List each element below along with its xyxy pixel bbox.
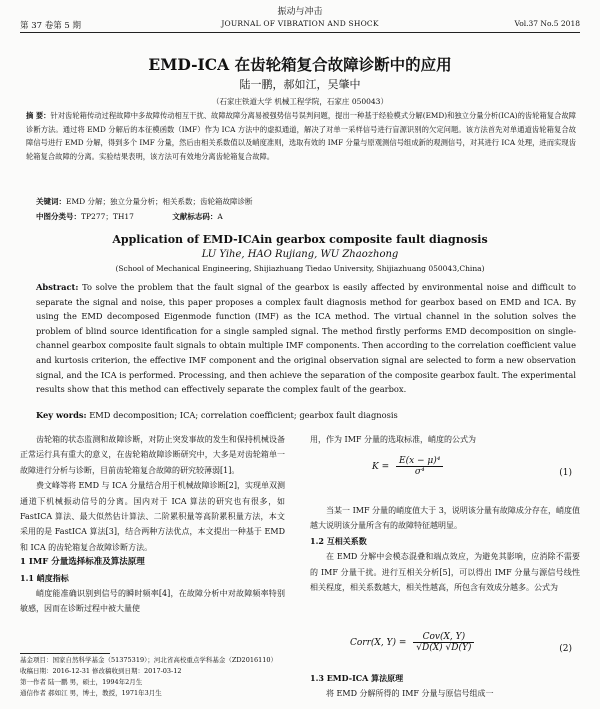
abstract-en-text: To solve the problem that the fault signal of the gearbox is easily affected by environmental noise and difficult to separate the signal and noise, this paper proposes a complex fault diagnosis method for gearbox based on EMD and ICA. By using the EMD decomposed Eigenmode function (IMF) as the ICA method. The virtual channel in the solution solves the problem of blind source identification for a single sampled signal. The method firstly performs EMD decomposition on single-channel gearbox composite fault signals to obtain multiple IMF components. Then according to the correlation coefficient value and kurtosis criterion, the effective IMF component and the original observation signal are selected to form a new observation signal, and the ICA is performed. Processing, and then achieve the separation of the composite gearbox fault. The experimental results show that this method can effectively separate the complex fault of the gearbox.	[36, 282, 577, 395]
section-heading-1-3: 1.3 EMD-ICA 算法原理	[310, 673, 404, 683]
footnote-corresponding-author: 通信作者 郝如江 男，博士，教授，1971年3月生	[20, 689, 162, 697]
section-heading-1: 1 IMF 分量选择标准及算法原理	[20, 557, 145, 568]
equation-2-number: (2)	[559, 644, 572, 654]
equation-2-numerator: Cov(X, Y)	[413, 632, 474, 643]
header-journal-en: JOURNAL OF VIBRATION AND SHOCK	[221, 19, 379, 28]
body-right-column-top	[310, 432, 580, 447]
body-right-column-bottom	[310, 671, 580, 702]
keywords-en-text: EMD decomposition; ICA; correlation coefficient; gearbox fault diagnosis	[89, 410, 398, 420]
authors-cn: 陆一鹏，郝如江，吴肇中	[239, 78, 361, 91]
footnotes	[20, 655, 285, 699]
body-paragraph: 当某一 IMF 分量的峭度值大于 3，说明该分量有故障成分存在，峭度值越大说明该分量所含有的故障特征越明显。	[310, 506, 580, 531]
equation-1-lhs: K =	[372, 462, 390, 472]
equation-1-number: (1)	[559, 468, 572, 478]
footnote-received: 收稿日期：2016-12-31 修改稿收到日期：2017-03-12	[20, 667, 182, 675]
body-right-column-mid	[310, 503, 580, 595]
body-left-column	[20, 432, 285, 617]
paper-title-cn: EMD-ICA 在齿轮箱复合故障诊断中的应用	[148, 55, 452, 74]
footnote-fund: 基金项目：国家自然科学基金（51375319）；河北省高校重点学科基金（ZD2016110）	[20, 656, 278, 664]
equation-2-fraction	[413, 632, 474, 653]
section-heading-1-2: 1.2 互相关系数	[310, 535, 367, 546]
abstract-cn	[26, 109, 576, 163]
affiliation-cn: （石家庄铁道大学 机械工程学院，石家庄 050043）	[212, 97, 388, 106]
body-paragraph: 峭度能准确识别到信号的瞬时频率[4]，在故障分析中对故障频率特别敏感，因而在诊断过程中被大量使	[20, 589, 285, 614]
affiliation-en: (School of Mechanical Engineering, Shijiazhuang Tiedao University, Shijiazhuang 050043,China)	[115, 264, 485, 273]
clc-value: TP277；TH17	[81, 212, 134, 221]
keywords-cn-text: EMD 分解；独立分量分析；相关系数；齿轮箱故障诊断	[66, 197, 253, 206]
abstract-en-label: Abstract:	[36, 282, 79, 292]
footnote-rule	[20, 653, 110, 654]
paper-title-en: Application of EMD-ICAin gearbox composite fault diagnosis	[112, 233, 488, 246]
body-paragraph: 费文峰等将 EMD 与 ICA 分量结合用于机械故障诊断[2]，实现单双测通道下机械振动信号的分离。国内对于 ICA 算法的研究也有很多，如 FastICA 算法、最大似然估计算法、二阶累积量等高阶累积量方法，本文采用的是 FastICA 算法[3]，结合两种方法优点，本文提出一种基于 EMD 和 ICA 的齿轮箱复合故障诊断方法。	[20, 481, 286, 552]
header-rule	[20, 32, 580, 33]
body-paragraph: 齿轮箱的状态监测和故障诊断，对防止突发事故的发生和保持机械设备正常运行具有重大的意义，在齿轮箱故障诊断研究中，大多是对齿轮箱单一故障进行分析与诊断，目前齿轮箱复合故障的研究较薄弱[1]。	[20, 435, 285, 475]
equation-2	[310, 632, 580, 670]
header-volume-en: Vol.37 No.5 2018	[514, 19, 580, 28]
header-volume-cn: 第 37 卷第 5 期	[20, 21, 82, 31]
section-heading-1-1: 1.1 峭度指标	[20, 572, 69, 583]
body-paragraph: 将 EMD 分解所得的 IMF 分量与原信号组成一	[326, 689, 494, 699]
doc-code-value: A	[217, 212, 223, 221]
equation-2-denominator: √D(X) √D(Y)	[416, 643, 472, 653]
equation-2-lhs: Corr(X, Y) =	[350, 638, 407, 648]
abstract-cn-label: 摘 要：	[26, 111, 51, 120]
equation-1-numerator: E(x − μ)⁴	[396, 456, 443, 467]
body-paragraph: 用，作为 IMF 分量的选取标准，峭度的公式为	[310, 435, 476, 444]
equation-1-denominator: σ⁴	[414, 467, 425, 477]
clc-label: 中图分类号：	[36, 212, 81, 221]
abstract-cn-text: 针对齿轮箱传动过程故障中多故障传动相互干扰、故障故障分离易被强势信号误判问题，提出一种基于经验模式分解(EMD)和独立分量分析(ICA)的齿轮箱复合故障诊断方法。通过将 EMD 分解后的本征模函数（IMF）作为 ICA 方法中的虚拟通道，解决了对单一采样信号进行盲源识别的欠定问题。该方法首先对单通道齿轮箱复合故障信号进行 EMD 分解，得到多个 IMF 分量，然后由相关系数值以及峭度准则，选取有效的 IMF 分量与原观测信号组成新的观测信号，对其进行 ICA 处理，进而实现齿轮箱复合故障的分离。实验结果表明，该方法可有效地分离齿轮箱复合故障。	[26, 111, 577, 161]
body-paragraph: 在 EMD 分解中会模态混叠和端点效应，为避免其影响，应消除不需要的 IMF 分量干扰。进行互相关分析[5]，可以得出 IMF 分量与源信号线性相关程度，相关系数越大，相关性越高，所包含有效成分越多。公式为	[310, 552, 580, 593]
equation-1	[310, 456, 580, 494]
authors-en: LU Yihe, HAO Rujiang, WU Zhaozhong	[201, 249, 399, 260]
keywords-en	[36, 410, 576, 420]
equation-1-fraction	[396, 456, 443, 477]
abstract-en	[36, 280, 576, 397]
keywords-cn-label: 关键词：	[36, 197, 66, 206]
doc-code-label: 文献标志码：	[172, 212, 218, 221]
footnote-first-author: 第一作者 陆一鹏 男，硕士，1994年2月生	[20, 678, 143, 686]
keywords-cn	[36, 196, 576, 207]
classification-cn	[36, 211, 576, 222]
keywords-en-label: Key words:	[36, 410, 87, 420]
journal-name-top: 振动与冲击	[277, 7, 323, 17]
